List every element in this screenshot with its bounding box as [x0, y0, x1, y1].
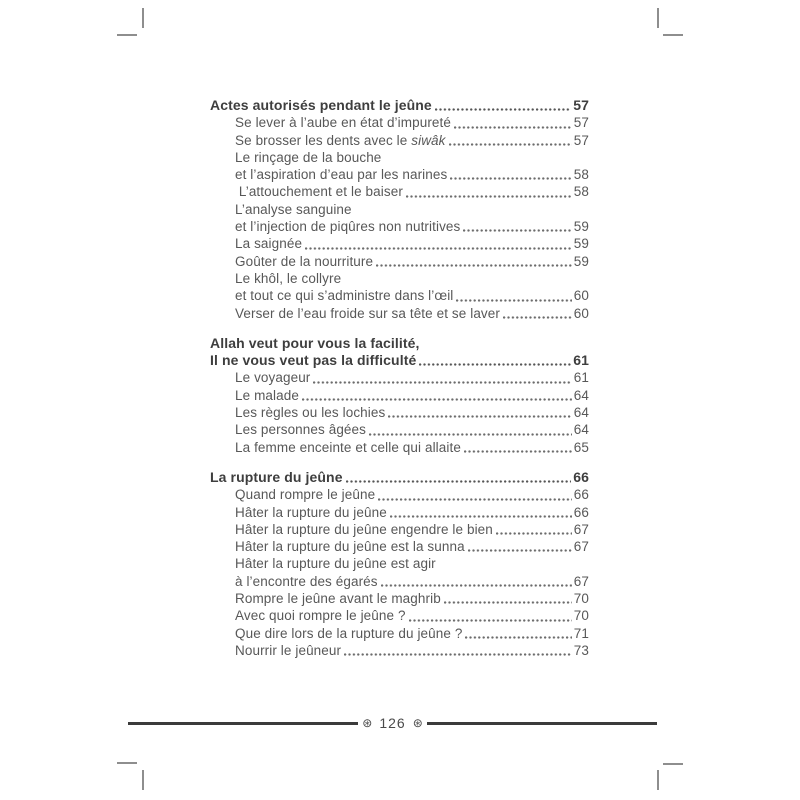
toc-entry — [235, 504, 589, 521]
crop-mark-bottom-left-vertical — [142, 770, 144, 790]
toc-entry-page-number: 73 — [573, 642, 589, 658]
toc-entry-page-number: 70 — [573, 591, 589, 607]
dotted-leader — [346, 480, 572, 483]
toc-entry-row — [235, 132, 589, 149]
toc-entry-page-number: 60 — [573, 305, 589, 321]
toc-entry-row — [235, 404, 589, 421]
toc-entry-label: Nourrir le jeûneur — [235, 642, 342, 658]
toc-entry-line: Le khôl, le collyre — [235, 270, 342, 286]
toc-entry — [235, 114, 589, 131]
toc-entry-page-number: 57 — [573, 97, 589, 113]
toc-entry-label: Goûter de la nourriture — [235, 253, 374, 269]
toc-entry-page-number: 57 — [573, 115, 589, 131]
toc-entries — [210, 369, 589, 455]
toc-entry — [235, 555, 589, 590]
toc-entries — [210, 486, 589, 659]
toc-entry-row — [210, 352, 589, 369]
toc-entry — [235, 183, 589, 200]
toc-entry-page-number: 70 — [573, 608, 589, 624]
toc-entry — [235, 404, 589, 421]
page-number: 126 — [379, 715, 406, 731]
toc-entry-label: Les personnes âgées — [235, 422, 366, 438]
crop-mark-top-right-horizontal — [663, 34, 683, 36]
toc-entry-page-number: 60 — [573, 288, 589, 304]
toc-entry — [235, 486, 589, 503]
toc-entry-label: Se lever à l’aube en état d’impureté — [235, 115, 451, 131]
toc-entry — [235, 235, 589, 252]
toc-entry-row — [235, 235, 589, 252]
toc-entry-page-number: 66 — [573, 504, 589, 520]
toc-entry-page-number: 59 — [573, 219, 589, 235]
toc-entry-page-number: 61 — [573, 370, 589, 386]
toc-entry-page-number: 71 — [573, 625, 589, 641]
dotted-leader — [435, 108, 571, 111]
dotted-leader — [456, 299, 571, 302]
toc-entry-label: Hâter la rupture du jeûne — [235, 504, 387, 520]
toc-entry-line: Hâter la rupture du jeûne est agir — [235, 556, 436, 572]
toc-entry-label: La femme enceinte et celle qui allaite — [235, 439, 461, 455]
toc-entry-label: Que dire lors de la rupture du jeûne ? — [235, 625, 463, 641]
toc-entry-page-number: 57 — [573, 132, 589, 148]
dotted-leader — [465, 636, 571, 639]
toc-entry-row — [235, 421, 589, 438]
toc-entry-row — [235, 486, 589, 503]
toc-entry-label: Les règles ou les lochies — [235, 405, 386, 421]
toc-entry — [235, 270, 589, 305]
toc-entry-label: Rompre le jeûne avant le maghrib — [235, 591, 441, 607]
toc-entry-label: et l’injection de piqûres non nutritives — [235, 219, 461, 235]
toc-entry-row — [235, 642, 589, 659]
dotted-leader — [449, 143, 572, 146]
toc-entry-line: Allah veut pour vous la facilité, — [210, 334, 420, 351]
toc-entry-label: Hâter la rupture du jeûne est la sunna — [235, 539, 465, 555]
dotted-leader — [376, 264, 572, 267]
toc-entry — [235, 538, 589, 555]
dotted-leader — [381, 584, 572, 587]
toc-entry-label: La saignée — [235, 236, 303, 252]
toc-entry-label: Actes autorisés pendant le jeûne — [210, 97, 432, 113]
toc-entry-row — [235, 287, 589, 304]
dotted-leader — [378, 498, 572, 501]
toc-entry-label: et l’aspiration d’eau par les narines — [235, 167, 448, 183]
toc-entry-page-number: 64 — [573, 422, 589, 438]
toc-entry — [235, 149, 589, 184]
dotted-leader — [419, 363, 571, 366]
toc-entry-row — [235, 166, 589, 183]
toc-entry-label: L’attouchement et le baiser — [235, 184, 403, 200]
toc-section-title — [210, 335, 589, 370]
toc-entry-label: Quand rompre le jeûne — [235, 487, 376, 503]
dotted-leader — [468, 549, 572, 552]
toc-entry — [235, 132, 589, 149]
toc-entry-label: La rupture du jeûne — [210, 468, 343, 485]
crop-mark-top-left-vertical — [142, 8, 144, 28]
toc-section — [210, 335, 589, 456]
ornament-icon: ⊛ — [362, 716, 373, 730]
dotted-leader — [496, 532, 572, 535]
toc-entry-page-number: 64 — [573, 387, 589, 403]
dotted-leader — [302, 398, 572, 401]
dotted-leader — [444, 601, 572, 604]
toc-entry — [235, 521, 589, 538]
crop-mark-top-right-vertical — [657, 8, 659, 28]
toc-entry — [235, 642, 589, 659]
toc-entry-row — [235, 253, 589, 270]
dotted-leader — [369, 433, 572, 436]
dotted-leader — [464, 450, 572, 453]
toc-entries — [210, 114, 589, 322]
toc-entry-label: à l’encontre des égarés — [235, 573, 378, 589]
toc-entry-label: Se brosser les dents avec le — [235, 132, 412, 148]
toc-entry-label-italic: siwâk — [411, 132, 446, 148]
toc-entry-line: L’analyse sanguine — [235, 201, 352, 217]
toc-entry — [235, 607, 589, 624]
toc-entry-row — [235, 218, 589, 235]
dotted-leader — [313, 381, 571, 384]
toc-entry-page-number: 58 — [573, 167, 589, 183]
toc-entry-row — [235, 590, 589, 607]
toc-entry-page-number: 67 — [573, 521, 589, 537]
toc-entry-label: Verser de l’eau froide sur sa tête et se laver — [235, 305, 500, 321]
toc-entry-page-number: 67 — [573, 573, 589, 589]
toc-entry — [235, 625, 589, 642]
toc-entry-label: Hâter la rupture du jeûne engendre le bien — [235, 521, 493, 537]
dotted-leader — [344, 653, 572, 656]
toc-entry-row — [210, 469, 589, 486]
toc-entry-row — [235, 387, 589, 404]
toc-entry — [235, 369, 589, 386]
ornament-icon: ⊛ — [412, 716, 423, 730]
toc-section-title — [210, 469, 589, 486]
toc-entry-row — [235, 369, 589, 386]
toc-entry-label: et tout ce qui s’administre dans l’œil — [235, 288, 454, 304]
toc-entry-row — [235, 504, 589, 521]
toc-entry-page-number: 59 — [573, 253, 589, 269]
toc-entry-row — [235, 538, 589, 555]
dotted-leader — [454, 126, 572, 129]
toc-entry — [235, 253, 589, 270]
toc-entry-row — [235, 183, 589, 200]
crop-mark-bottom-left-horizontal — [117, 762, 137, 764]
toc-entry-row — [235, 521, 589, 538]
toc-entry-page-number: 66 — [573, 468, 589, 485]
toc-entry-page-number: 65 — [573, 439, 589, 455]
toc-entry — [235, 439, 589, 456]
toc-entry-row — [235, 114, 589, 131]
toc-entry-page-number: 59 — [573, 236, 589, 252]
toc-entry-row — [235, 573, 589, 590]
dotted-leader — [390, 515, 572, 518]
toc-entry-row — [235, 305, 589, 322]
dotted-leader — [388, 415, 571, 418]
toc-entry-page-number: 64 — [573, 405, 589, 421]
dotted-leader — [406, 195, 572, 198]
dotted-leader — [503, 316, 572, 319]
toc-entry-row — [235, 439, 589, 456]
crop-mark-bottom-right-vertical — [657, 770, 659, 790]
crop-mark-bottom-right-horizontal — [663, 763, 683, 765]
toc-section — [210, 97, 589, 322]
toc-entry — [235, 201, 589, 236]
toc-entry-page-number: 61 — [573, 352, 589, 369]
toc-entry — [235, 387, 589, 404]
dotted-leader — [305, 247, 572, 250]
dotted-leader — [463, 229, 571, 232]
toc-entry-page-number: 58 — [573, 184, 589, 200]
toc-entry-page-number: 67 — [573, 539, 589, 555]
toc-entry — [235, 305, 589, 322]
footer-rule-left — [128, 722, 358, 725]
toc-entry-row — [235, 625, 589, 642]
toc-entry — [235, 590, 589, 607]
toc-entry-label: Le malade — [235, 387, 299, 403]
toc-entry — [235, 421, 589, 438]
toc-entry-label: Avec quoi rompre le jeûne ? — [235, 608, 406, 624]
page-footer — [128, 712, 657, 734]
toc-section-title — [210, 97, 589, 114]
toc-section — [210, 469, 589, 659]
toc-entry-row — [235, 607, 589, 624]
dotted-leader — [409, 619, 572, 622]
toc — [210, 97, 589, 659]
toc-entry-line: Le rinçage de la bouche — [235, 149, 382, 165]
toc-entry-label: Le voyageur — [235, 370, 311, 386]
toc-entry-page-number: 66 — [573, 487, 589, 503]
footer-rule-right — [427, 722, 657, 725]
toc-entry-label: Il ne vous veut pas la difficulté — [210, 352, 417, 369]
dotted-leader — [450, 177, 571, 180]
crop-mark-top-left-horizontal — [117, 34, 137, 36]
toc-entry-row — [210, 97, 589, 114]
